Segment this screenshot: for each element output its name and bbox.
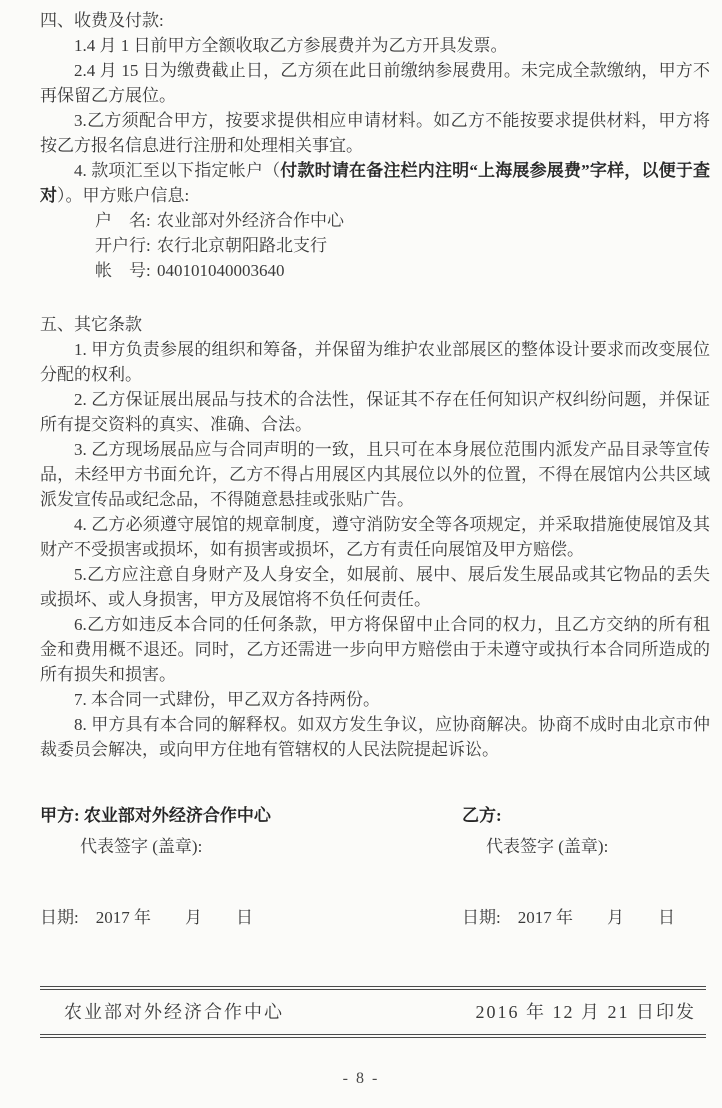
- account-name-value: 农业部对外经济合作中心: [157, 211, 344, 230]
- party-a-sign-label: 代表签字 (盖章):: [80, 837, 203, 856]
- account-bank-label: 开户行:: [95, 236, 151, 255]
- payment-clause-1: 1.4 月 1 日前甲方全额收取乙方参展费并为乙方开具发票。: [74, 36, 508, 55]
- party-b-date-line: 日期: 2017 年 月 日: [462, 908, 675, 927]
- party-b-label: 乙方:: [462, 806, 502, 825]
- other-clause-6: 6.乙方如违反本合同的任何条款，甲方将保留中止合同的权力，且乙方交纳的所有租金和费用概不退还。同时，乙方还需进一步向甲方赔偿由于未遵守或执行本合同所造成的所有损失和损害。: [40, 615, 710, 684]
- payment-clause-2: 2.4 月 15 日为缴费截止日，乙方须在此日前缴纳参展费用。未完成全款缴纳，甲方不再保留乙方展位。: [40, 61, 710, 105]
- section-other-terms: [40, 312, 710, 762]
- other-clause-3: 3. 乙方现场展品应与合同声明的一致，且只可在本身展位范围内派发产品目录等宣传品，未经甲方书面允许，乙方不得占用展区内其展位以外的位置，不得在展馆内公共区域派发宣传品或纪念品，不得随意悬挂或张贴广告。: [40, 440, 710, 509]
- payment-clause-3: 3.乙方须配合甲方，按要求提供相应申请材料。如乙方不能按要求提供材料，甲方将按乙方报名信息进行注册和处理相关事宜。: [40, 111, 710, 155]
- payment-clause-4-suffix: ）。甲方账户信息:: [57, 186, 190, 205]
- payment-clause-4: [40, 158, 710, 208]
- party-b-signature: [462, 803, 710, 930]
- payment-clause-4-bold-note: 付款时请在备注栏内注明“上海展参展费”字样，以便于查对: [40, 161, 711, 205]
- account-name-label: 户 名:: [95, 211, 151, 230]
- party-a-line: [40, 803, 462, 828]
- other-clause-7: 7. 本合同一式肆份，甲乙双方各持两份。: [74, 690, 380, 709]
- signature-block: [40, 803, 710, 930]
- account-number-label: 帐 号:: [95, 261, 151, 280]
- other-clause-2: 2. 乙方保证展出展品与技术的合法性，保证其不存在任何知识产权纠纷问题，并保证所有提交资料的真实、准确、合法。: [40, 390, 710, 434]
- other-clause-1: 1. 甲方负责参展的组织和筹备，并保留为维护农业部展区的整体设计要求而改变展位分配的权利。: [40, 340, 710, 384]
- party-a-date-line: 日期: 2017 年 月 日: [40, 908, 253, 927]
- section-payment-title: 四、收费及付款:: [40, 11, 164, 30]
- payment-clause-4-prefix: 4. 款项汇至以下指定帐户（: [74, 161, 281, 180]
- party-a-name: 农业部对外经济合作中心: [83, 806, 271, 825]
- account-info: [95, 208, 710, 283]
- contract-body: [40, 8, 710, 930]
- other-clause-4: 4. 乙方必须遵守展馆的规章制度，遵守消防安全等各项规定，并采取措施使展馆及其财产不受损害或损坏，如有损害或损坏，乙方有责任向展馆及甲方赔偿。: [40, 515, 710, 559]
- section-payment: [40, 8, 710, 283]
- colophon-bar: [40, 986, 706, 1038]
- account-bank-value: 农行北京朝阳路北支行: [157, 236, 327, 255]
- other-clause-5: 5.乙方应注意自身财产及人身安全，如展前、展中、展后发生展品或其它物品的丢失或损坏、或人身损害，甲方及展馆将不负任何责任。: [40, 565, 710, 609]
- other-clause-8: 8. 甲方具有本合同的解释权。如双方发生争议，应协商解决。协商不成时由北京市仲裁委员会解决，或向甲方住地有管辖权的人民法院提起诉讼。: [40, 715, 710, 759]
- account-bank-row: [95, 233, 710, 258]
- page-number: - 8 -: [342, 1070, 380, 1087]
- account-name-row: [95, 208, 710, 233]
- colophon-issue-date: 2016 年 12 月 21 日印发: [475, 1001, 696, 1022]
- section-other-terms-title: 五、其它条款: [40, 315, 142, 334]
- account-number-row: [95, 258, 710, 283]
- colophon-issuer: 农业部对外经济合作中心: [64, 1001, 284, 1022]
- party-a-label: 甲方:: [40, 806, 80, 825]
- party-b-sign-label: 代表签字 (盖章):: [486, 837, 609, 856]
- party-a-signature: [40, 803, 462, 930]
- account-number-value: 040101040003640: [157, 261, 285, 280]
